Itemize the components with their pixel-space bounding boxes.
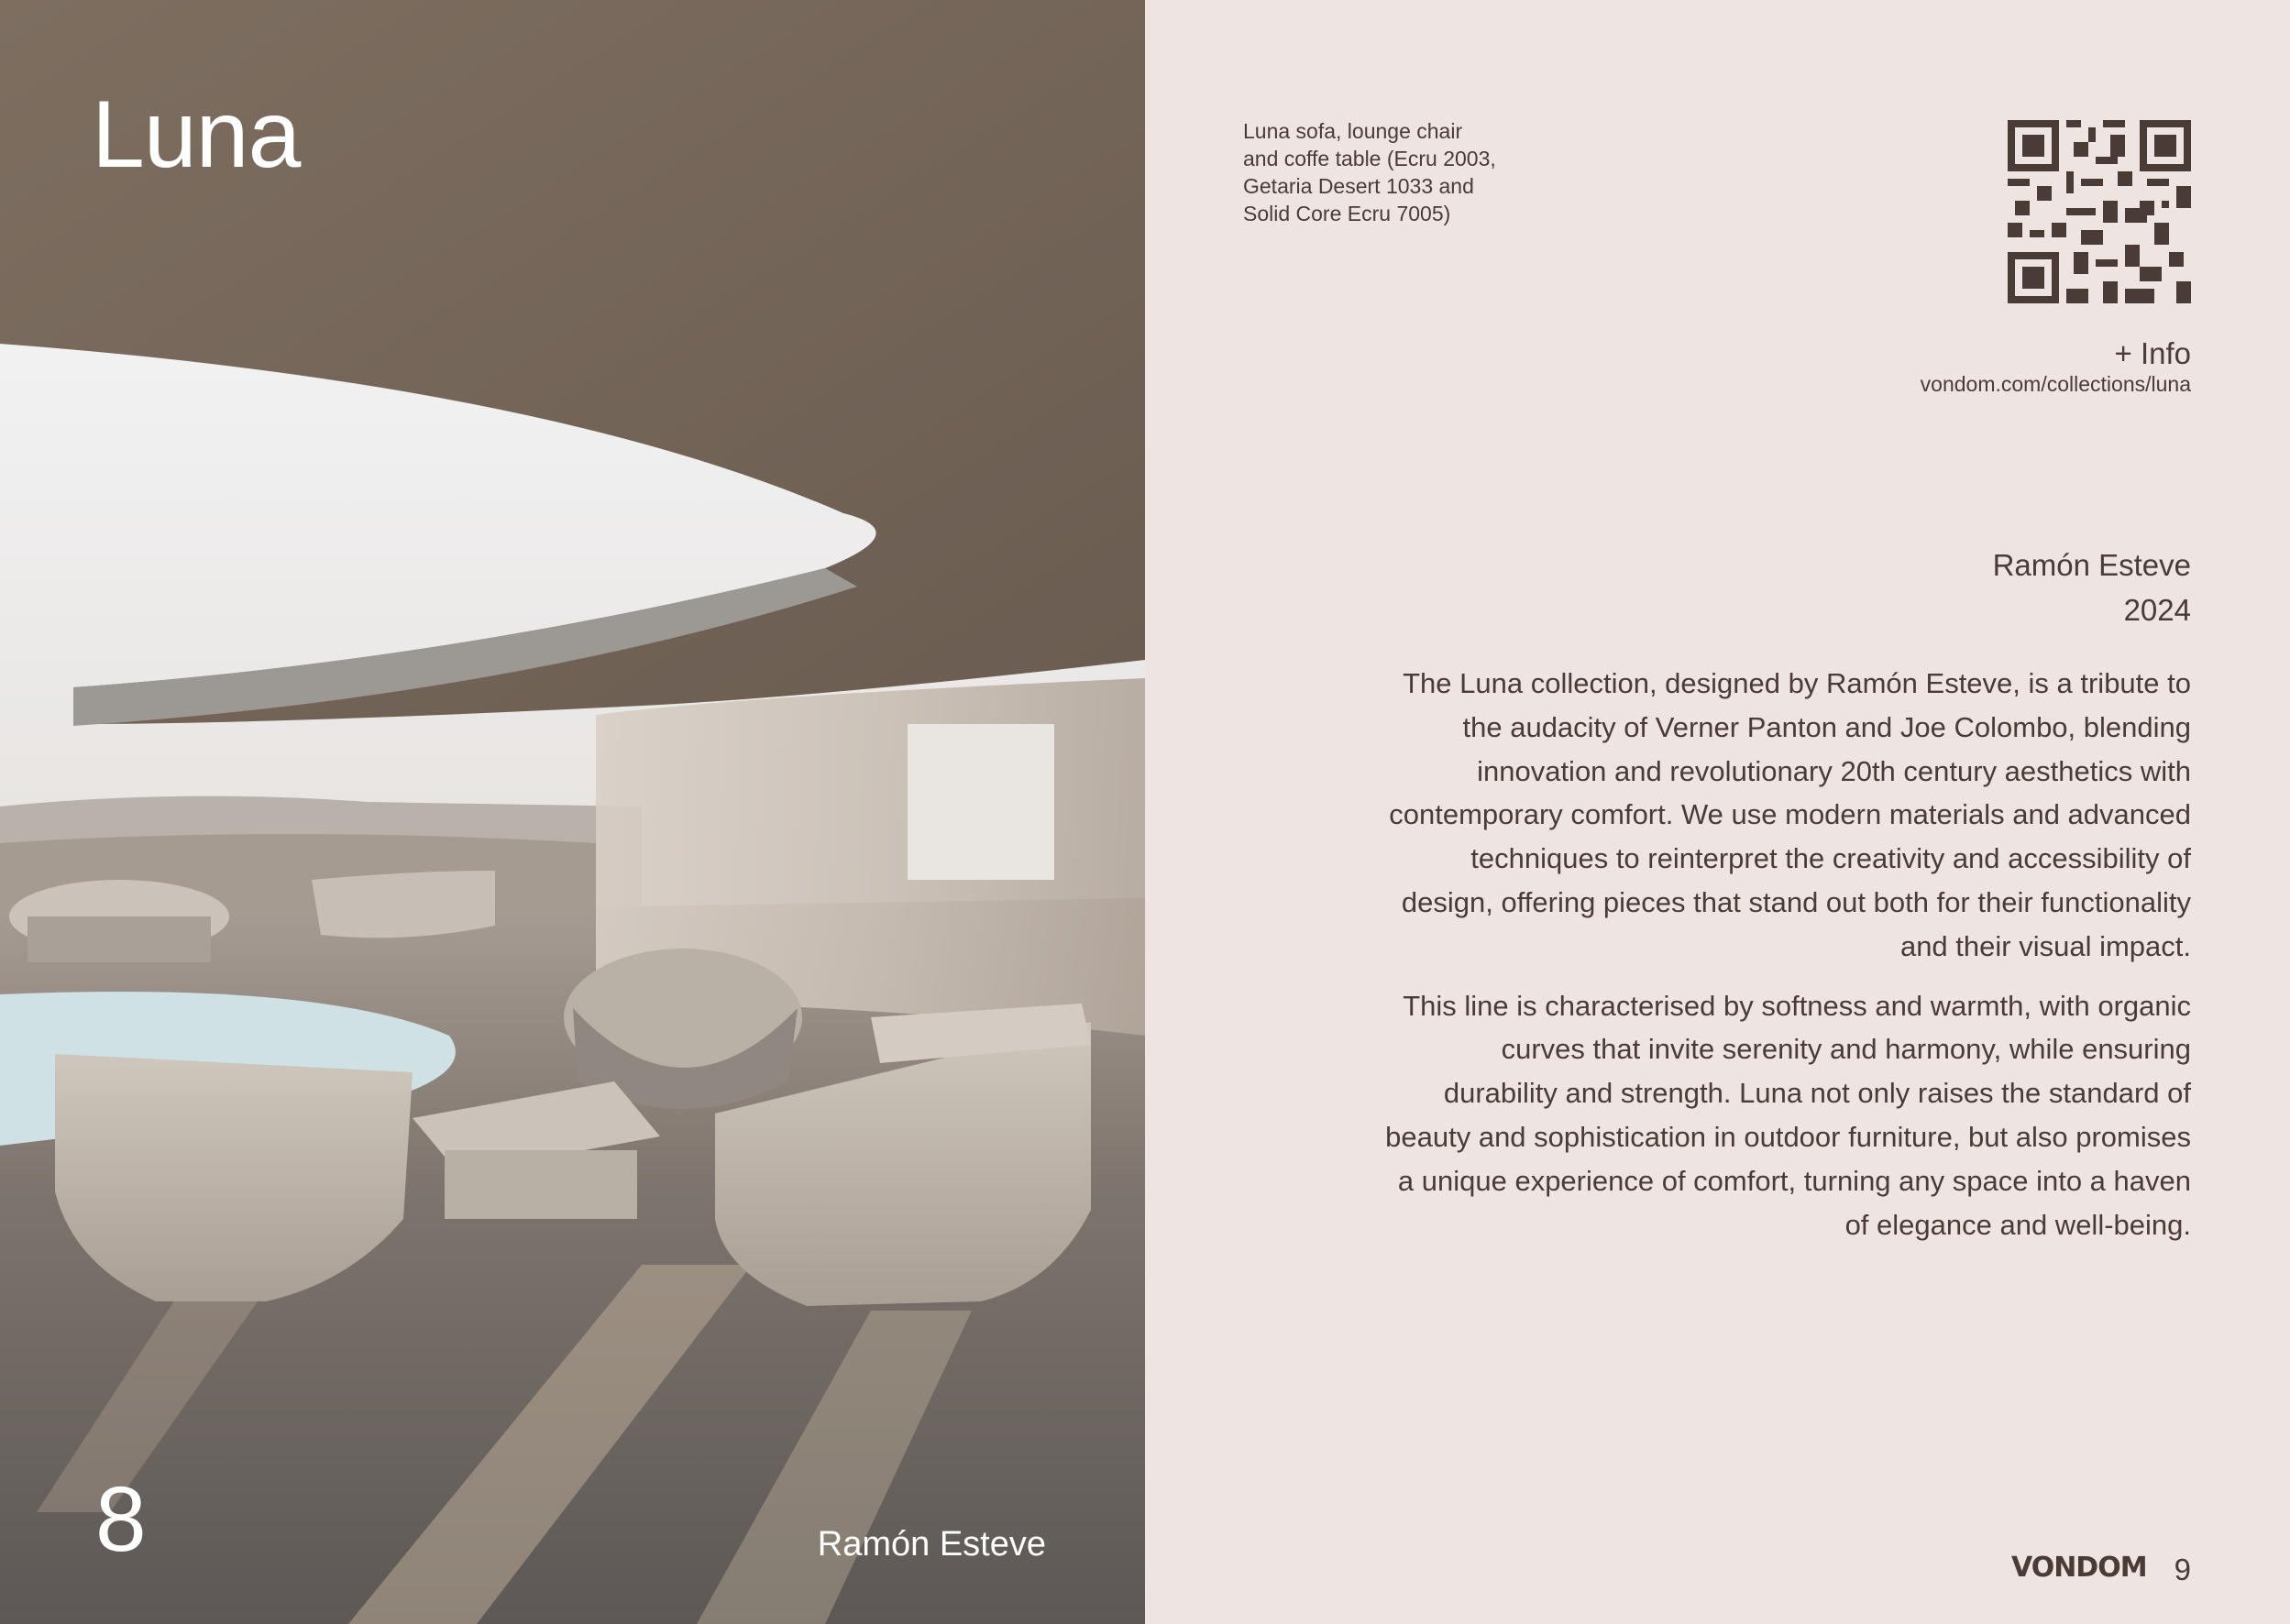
qr-code-icon[interactable]: [2008, 120, 2191, 303]
page-number-left: 8: [95, 1468, 147, 1571]
description-paragraph-2: This line is characterised by softness and warmth, with organic curves that invite serenity and harmony, while ensuring durability and strength. Luna not only raises the standard of beauty and sophistication in outdoor furniture, but also promises a unique experience of comfort, turning any space into a haven of elegance and well-being.: [1385, 989, 2191, 1241]
photo-designer-credit: Ramón Esteve: [817, 1525, 1046, 1564]
collection-link[interactable]: vondom.com/collections/luna: [1920, 372, 2191, 396]
photo-caption: Luna sofa, lounge chair and coffe table (Ecru 2003, Getaria Desert 1033 and Solid Core Ecru 7005): [1243, 119, 1496, 225]
vondom-logo: VONDOM: [2011, 1552, 2147, 1584]
right-text-page: [1145, 0, 2290, 1624]
collection-year: 2024: [2123, 593, 2191, 627]
more-info-label: + Info: [2114, 336, 2191, 370]
collection-description: [1384, 662, 2191, 1262]
page-number-right: 9: [2174, 1553, 2191, 1586]
collection-title: Luna: [92, 82, 301, 188]
designer-credit: [1993, 543, 2191, 632]
description-paragraph-1: The Luna collection, designed by Ramón Esteve, is a tribute to the audacity of Verner Panton and Joe Colombo, blending innovation and revolutionary 20th century aesthetics with contemporary comfort. We use modern materials and advanced techniques to reinterpret the creativity and accessibility of design, offering pieces that stand out both for their functionality and their visual impact.: [1389, 667, 2191, 962]
designer-name: Ramón Esteve: [1992, 548, 2191, 582]
